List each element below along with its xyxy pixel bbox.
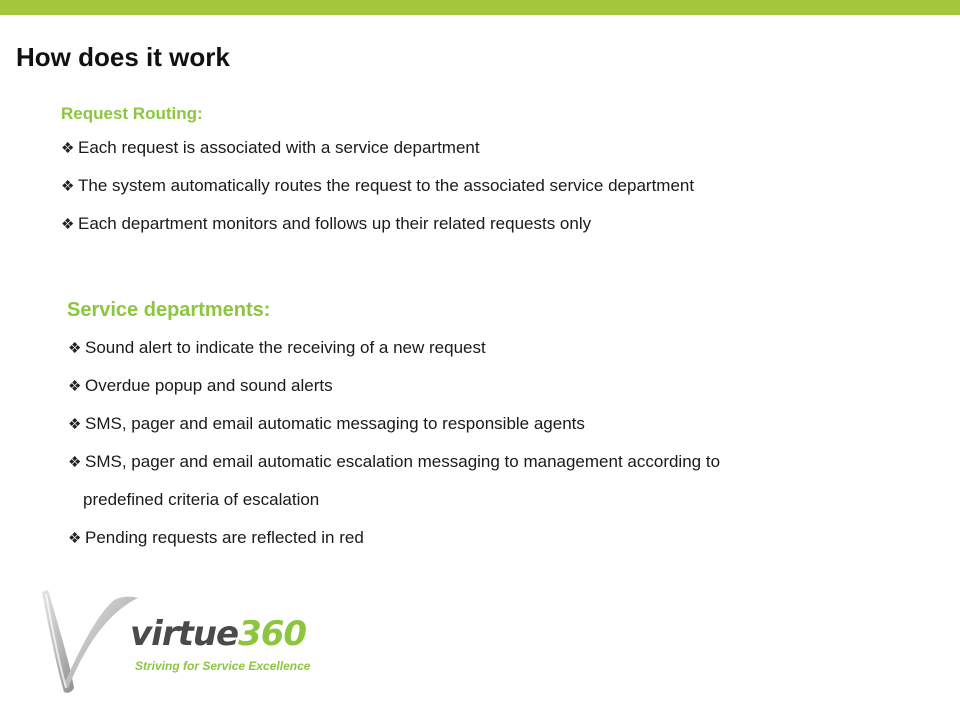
list-item [68, 413, 898, 451]
list-item [68, 527, 898, 565]
list-item-text: The system automatically routes the request to the associated service department [78, 176, 695, 195]
list-item [61, 137, 694, 175]
list-item [68, 375, 898, 413]
list-item-text: Sound alert to indicate the receiving of a new request [85, 338, 486, 357]
list-item-text: Each department monitors and follows up their related requests only [78, 214, 592, 233]
list-item [61, 213, 694, 251]
list-item-text: Pending requests are reflected in red [85, 528, 364, 547]
top-accent-bar [0, 0, 960, 15]
list-item-text: Overdue popup and sound alerts [85, 376, 333, 395]
list-item-text: SMS, pager and email automatic escalation messaging to management according to [85, 452, 721, 471]
diamond-bullet-icon: ❖ [61, 140, 75, 157]
logo-tagline: Striving for Service Excellence [135, 659, 311, 673]
diamond-bullet-icon: ❖ [68, 340, 82, 357]
list-item [61, 175, 694, 213]
departments-list [68, 337, 898, 565]
logo-wordmark-number: 360 [238, 614, 307, 654]
routing-list [61, 137, 694, 251]
page-title: How does it work [16, 42, 230, 72]
company-logo [34, 584, 314, 704]
diamond-bullet-icon: ❖ [68, 530, 82, 547]
list-item [68, 337, 898, 375]
list-item [68, 451, 898, 527]
logo-wordmark [130, 614, 306, 654]
list-item-continuation: predefined criteria of escalation [83, 490, 320, 509]
diamond-bullet-icon: ❖ [68, 454, 82, 471]
diamond-bullet-icon: ❖ [61, 178, 75, 195]
logo-wordmark-text: virtue [130, 614, 239, 654]
routing-heading: Request Routing: [61, 104, 203, 123]
diamond-bullet-icon: ❖ [68, 378, 82, 395]
departments-heading: Service departments: [67, 299, 271, 321]
list-item-text: SMS, pager and email automatic messaging to responsible agents [85, 414, 585, 433]
diamond-bullet-icon: ❖ [61, 216, 75, 233]
v-swoosh-logo-icon [34, 584, 144, 699]
diamond-bullet-icon: ❖ [68, 416, 82, 433]
list-item-text: Each request is associated with a service department [78, 138, 480, 157]
